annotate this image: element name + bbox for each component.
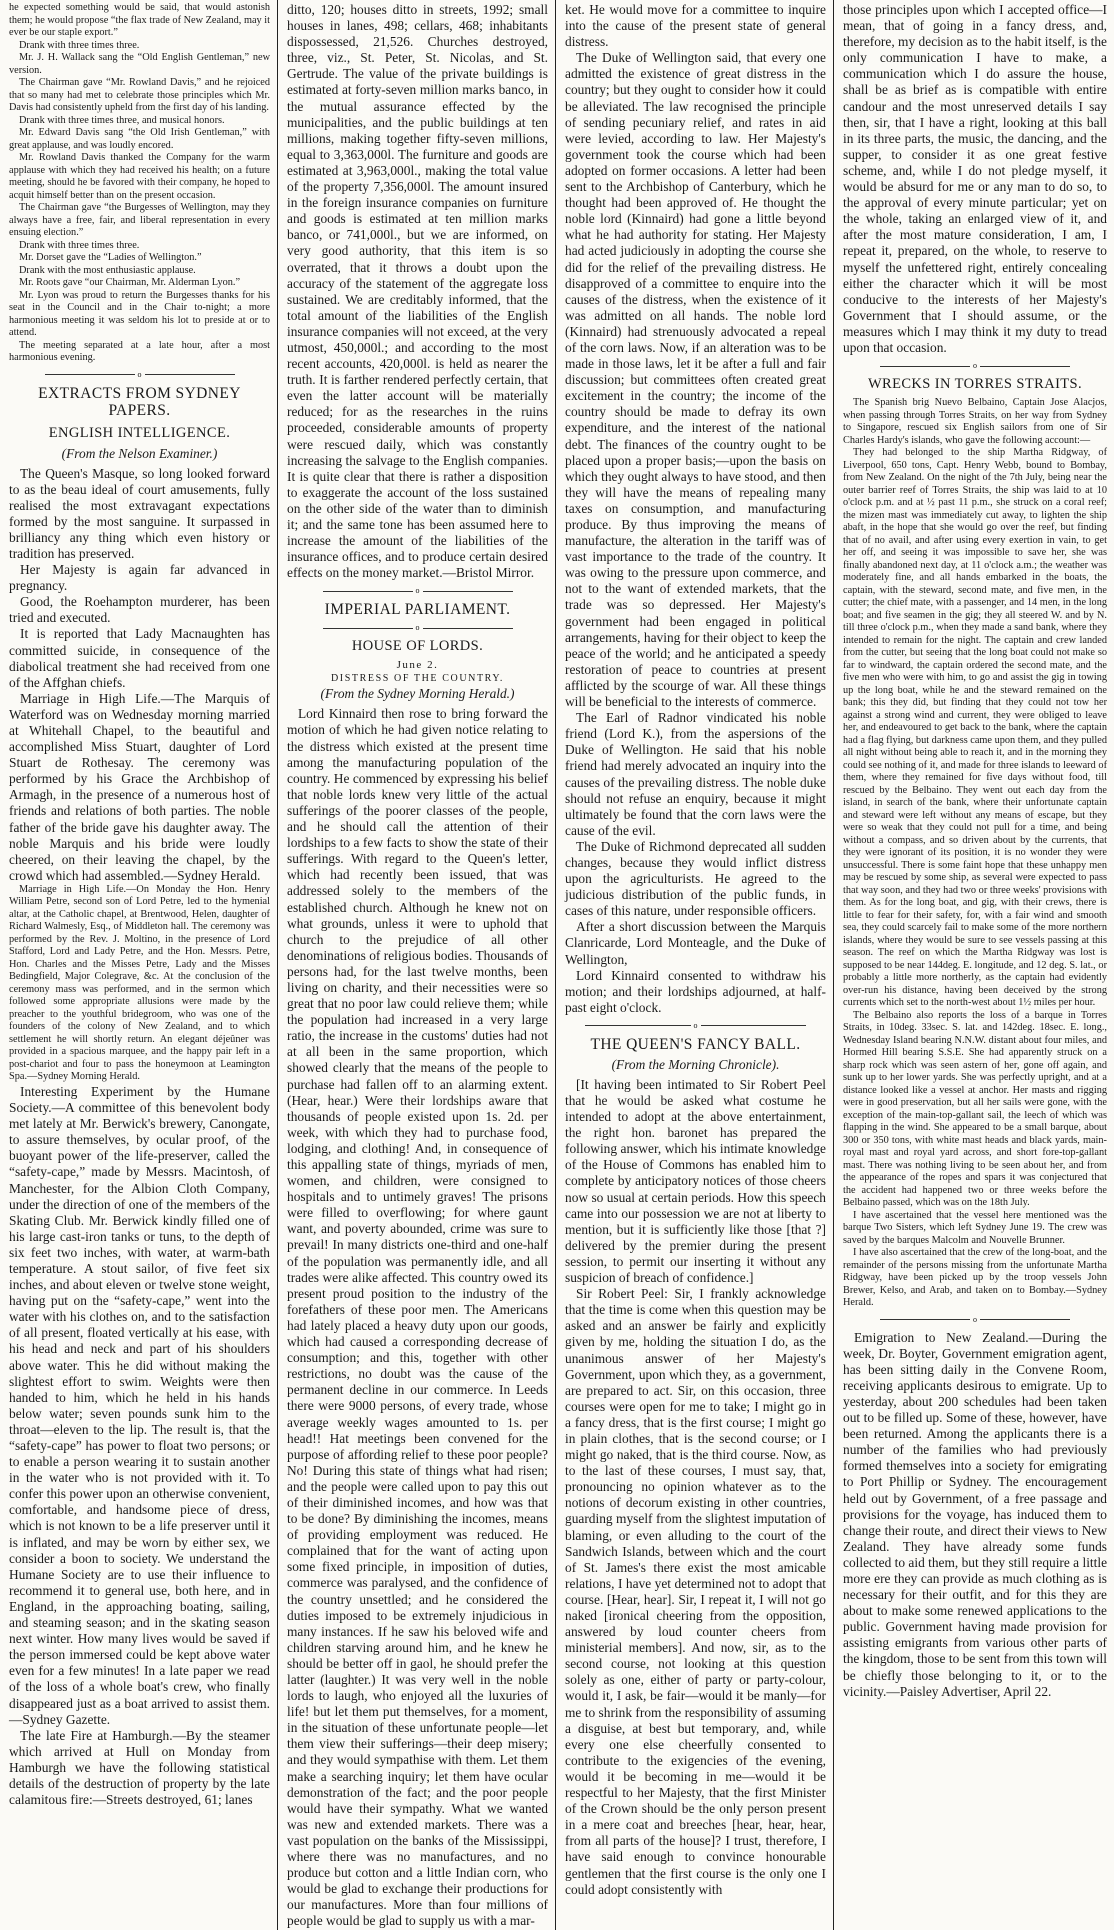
dinner-para: Drank with three times three. [19, 239, 140, 251]
section-rule: o [29, 371, 250, 379]
article-para: ditto, 120; houses ditto in streets, 1992; small houses in lanes, 498; cellars, 468; inhabitants dispossessed, 21,526. Churches destroyed, three, viz., St. Peter, St. Nicolas, and St. Gertrude. The value of the private buildings is estimated at forty-seven million marks banco, in the mutual assurance effected by the municipalities, and the public buildings at ten millions, making together fifty-seven millions, equal to 3,363,000l. The furniture and goods are estimated at 3,963,000l., making the total value of the property 7,356,000l. The amount insured in the foreign insurance companies on furniture and goods is estimated at ten million marks banco, or 741,000l., but we are informed, on very good authority, that this item is so overrated, that it throws a doubt upon the accuracy of the statement of the aggregate loss sustained. We are creditably informed, that the total amount of the liabilities of the English insurance companies will not exceed, at the very utmost, 450,000l.; and according to the most recent accounts, 420,000l. is held as nearer the truth. It is farther rendered perfectly certain, that even the latter account will be materially reduced; for as the researches in the ruins proceeded, considerable amounts of property were rescued daily, which was constantly increasing the salvage to the English companies. It is quite clear that there is rather a disposition to exaggerate the account of the loss sustained on the other side of the water than to diminish it; and the same tone has been assumed here to increase the amount of the liabilities of the insurance offices, and to produce certain desired effects on the money market.—Bristol Mirror. [287, 2, 548, 581]
dinner-para: he expected something would be said, that would astonish them; he would propose “the flax trade of New Zealand, may it ever be our staple export.” [9, 2, 270, 38]
section-heading-wrecks: WRECKS IN TORRES STRAITS. [867, 376, 1083, 393]
article-para: The Queen's Masque, so long looked forward to as the beau ideal of court amusements, fully realised the most extravagant expectations formed by the most sanguine. It surpassed in brilliancy any thing which even history or tradition has preserved. [9, 465, 270, 561]
column-1 [0, 0, 278, 1930]
article-para: those principles upon which I accepted office—I mean, that of going in a fancy dress, and, therefore, my decision as to the habit itself, is the only communication I have to make, a communication which I do assure the house, shall be as brief as is compatible with entire candour and the most unreserved details I say then, sir, that I have a right, looking at this ball in its three parts, the music, the dancing, and the supper, to consider it as one great festive scheme, and, while I do not pledge myself, it would be absurd for me or any man to do so, to the approval of every minute particular; yet on the whole, taking an enlarged view of it, and after the most mature consideration, I am, I repeat it, prepared, on the whole, to reserve to myself the unfettered right, entirely concealing either the character which it will be most conducive to the interests of her Majesty's Government that I should assume, or the measures which I may think it my duty to tread upon that occasion. [843, 2, 1107, 355]
source-line: (From the Sydney Morning Herald.) [320, 686, 515, 702]
column-2 [278, 0, 556, 1930]
article-para-small: I have ascertained that the vessel here mentioned was the barque Two Sisters, which left Sydney June 19. The crew was saved by the barques Malcolm and Nouvelle Brunner. [843, 1209, 1107, 1246]
dinner-para: Mr. Lyon was proud to return the Burgesses thanks for his seat in the Council and in the Chair to-night; a more harmonious meeting it was seldom his lot to preside at or to attend. [9, 289, 270, 338]
section-rule: o [585, 1022, 806, 1030]
section-heading-extracts: EXTRACTS FROM SYDNEY PAPERS. [38, 384, 241, 419]
article-para-small: I have also ascertained that the crew of the long-boat, and the remainder of the persons missing from the unfortunate Martha Ridgway, have been picked up by the troop vessels John Brewer, Kelso, and Arab, and taken on to Bombay.—Sydney Herald. [843, 1247, 1107, 1309]
dinner-para: The Chairman gave “the Burgesses of Wellington, may they always have a free, fair, and liberal representation in every ensuing election.” [9, 202, 270, 238]
article-para: The late Fire at Hamburgh.—By the steamer which arrived at Hull on Monday from Hamburgh we have the following statistical details of the destruction of property by the late calamitous fire:—Streets destroyed, 61; lanes [9, 1727, 270, 1808]
article-para: The Duke of Wellington said, that every one admitted the existence of great distress in the country; but they ought to consider how it could be alleviated. The law recognised the principle of sending pecuniary relief, and rates in aid were levied, according to law. Her Majesty's government took the course which had been adopted on former occasions. A letter had been sent to the Archbishop of Canterbury, which he thought had been approved of. He thought the noble lord (Kinnaird) had gone a little beyond what he had authority for stating. Her Majesty had acted judiciously in adopting the course she did for the relief of the prevailing distress. He disapproved of a committee to enquire into the causes of the distress, when the existence of it was admitted on all hands. The noble lord (Kinnaird) had strenuously advocated a repeal of the corn laws. Now, if an alteration was to be made in those laws, let it be after a full and fair discussion; but committees often created great excitement in the country; the income of the country should be made to defray its own expenditure, and the interest of the national debt. The finances of the country ought to be placed upon a proper basis;—upon the basis on which they ought always to have stood, and then they will have the means of repealing many taxes on consumption, and manufacturing produce. By thus improving the means of manufacture, the alteration in the tariff was of vast importance to the trade of the country. It was owing to the pressure upon commerce, and not to the want of extended markets, that the trade was so depressed. Her Majesty's government had been engaged in political arrangements, having for their object to keep the peace of the world; and he anticipated a speedy restoration of peace to countries at present afflicted by the scourge of war. All these things will be beneficial to the interests of commerce. [565, 50, 826, 710]
article-para: The Earl of Radnor vindicated his noble friend (Lord K.), from the aspersions of the Duke of Wellington. He said that his noble friend had merely advocated an inquiry into the causes of the prevailing distress. The noble duke should not refuse an enquiry, because it might ultimately be found that the corn laws were the cause of the evil. [565, 710, 826, 838]
article-para-small: Marriage in High Life.—On Monday the Hon. Henry William Petre, second son of Lord Petre, led to the hymenial altar, at the Catholic chapel, at Brentwood, Helen, daughter of Richard Walmesly, Esq., of Middleton hall. The ceremony was performed by the Rev. J. Moltino, in the presence of Lord Stafford, Lord and Lady Petre, and the Hon. Messrs. Petre, Hon. Charles and the Misses Petre, Lady and the Misses Bedingfield, Major Colegrave, &c. At the conclusion of the ceremony mass was performed, and in the sermon which followed some appropriate allusions were made by the preacher to the youthful bridegroom, who was one of the founders of the colony of New Zealand, and to which settlement he will shortly return. An elegant déjeûner was provided in a spacious marquee, and the happy pair left in a post-chariot and four to pass the honeymoon at Leamington Spa.—Sydney Morning Herald. [9, 883, 270, 1083]
article-para-small: The Spanish brig Nuevo Belbaino, Captain Jose Alacjos, when passing through Torres Straits, on her way from Sydney to Singapore, rescued six English sailors from one of Sir Charles Hardy's islands, who gave the following account:— [843, 397, 1107, 446]
dinner-para: Drank with the most enthusiastic applause. [19, 264, 196, 276]
date-line: June 2. [396, 659, 439, 672]
section-heading-lords: HOUSE OF LORDS. [351, 638, 484, 655]
section-rule: o [307, 587, 528, 595]
article-para-small: They had belonged to the ship Martha Ridgway, of Liverpool, 650 tons, Capt. Henry Webb, bound to Bombay, from New Zealand. On the night of the 7th July, being near the outer barrier reef of Torres Straits, the ship was laid to at 10 o'clock p.m. and at ½ past 11 p.m., she struck on a coral reef; the mizen mast was immediately cut away, to lighten the ship abaft, in the hope that she would go over the reef, but finding that of no avail, and after using every exertion in vain, to get her off, and seeing it was impossible to save her, she was finally abandoned next day, at 11 o'clock a.m.; the weather was moderately fine, and all hands embarked in the boats, the captain, with the steward, second mate, and five men, in the cutter; the chief mate, with a passenger, and 14 men, in the long boat; and five seamen in the gig; they all steered W. and by N. till three o'clock p.m., when they made a sand bank, where they intended to remain for the night. The captain and crew landed from the cutter, but seeing that the long boat could not make so far to windward, the captain ordered the second mate, and the five men who were with him, to go and assist the gig in towing up the long boat, while he and the steward remained on the bank; this they did, but finding that they could not tow her against a strong wind and current, they were obliged to leave her, and endeavoured to get back to the bank, where the captain had a flag flying, but darkness came upon them, and they pulled all night without being able to reach it, and in the morning they could see nothing of it, and made for three islands to leeward of them, where they remained for five days without food, till rescued by the Belbaino. They went out each day from the island, in search of the bank, where their unfortunate captain and steward were left without any means of escape, but they were so weak that they could not pull for a time, and being without a compass, and so driven about by the currents, that they were ignorant of its position, it is no wonder they were unsuccessful. There is some faint hope that these unhappy men may be rescued by some ship, as several were expected to pass that way soon, and they had two or three weeks' provisions with them. As for the long boat, and gig, with their crews, there is little to fear for their safety, for, with a fair wind and smooth sea, they could scarcely fail to make some of the more northern islands, where they would be sure to see vessels passing at this season. The reef on which the Martha Ridgway was lost is supposed to be near 144deg. E. longitude, and 12 deg. S. lat., or probably a little more northerly, as the captain had evidently over-run his distance, having been deceived by the strong currents which set to the north-west about 1½ miles per hour. [843, 447, 1107, 1009]
section-heading-english: ENGLISH INTELLIGENCE. [48, 424, 231, 441]
article-para: Emigration to New Zealand.—During the week, Dr. Boyter, Government emigration agent, has been sitting daily in the Convene Room, receiving applicants desirous to emigrate. Up to yesterday, about 200 schedules had been taken out to be filled up. Some of these, however, have been returned. Among the applicants there is a number of the families who had previously formed themselves into a society for emigrating to Port Phillip or Sydney. The encouragement held out by Government, of a free passage and provisions for the voyage, has induced them to change their route, and direct their views to New Zealand. They have already some funds collected to aid them, but they still require a little more ere they can provide as much clothing as is necessary for their outfit, and for this they are about to make some renewed applications to the public. Government having made provision for assisting emigrants from various other parts of the kingdom, those to be sent from this town will be chiefly those belonging to it, or to the vicinity.—Paisley Advertiser, April 22. [843, 1329, 1108, 1699]
column-3 [556, 0, 834, 1930]
article-para: Marriage in High Life.—The Marquis of Waterford was on Wednesday morning married at Whitehall Chapel, to the beautiful and accomplished Miss Stuart, daughter of Lord Stuart de Rothesay. The ceremony was performed by his Grace the Archbishop of Armagh, in the presence of a numerous host of friends and relations of both parties. The noble father of the bride gave his daughter away. The noble Marquis and his bride were loudly cheered, on their leaving the chapel, by the crowd which had assembled.—Sydney Herald. [9, 690, 270, 883]
dinner-para: Mr. J. H. Wallack sang the “Old English Gentleman,” new version. [9, 52, 270, 76]
source-line: (From the Nelson Examiner.) [61, 445, 218, 461]
article-para: [It having been intimated to Sir Robert Peel that he would be asked what costume he intended to adopt at the above entertainment, the right hon. baronet has prepared the following answer, which his intimate knowledge of the House of Commons has enabled him to complete by anticipatory notices of those cheers now so usual at certain periods. How this speech came into our possession we are not at liberty to mention, but it is sufficiently like those [that ?] delivered by the premier during the present session, to permit our inserting it without any suspicion of breach of confidence.] [565, 1076, 826, 1286]
dinner-para: The meeting separated at a late hour, after a most harmonious evening. [9, 339, 270, 363]
section-rule: o [863, 1316, 1087, 1324]
article-para: Lord Kinnaird consented to withdraw his motion; and their lordships adjourned, at half-past eight o'clock. [565, 967, 826, 1015]
section-rule: o [863, 362, 1087, 370]
article-para: It is reported that Lady Macnaughten has committed suicide, in consequence of the diabolical treatment she had received from one of the Affghan chiefs. [9, 626, 270, 690]
dinner-para: Mr. Dorset gave the “Ladies of Wellington.” [19, 252, 202, 263]
article-para-small: The Belbaino also reports the loss of a barque in Torres Straits, in 10deg. 33sec. S. lat. and 142deg. 18sec. E. long., Wednesday Island bearing N.N.W. distant about four miles, and Hormed Hill bearing S.S.E. She had apparently struck on a sharp rock which was seen astern of her, gone off again, and sunk up to her lower yards. She was perfectly upright, and at a distance looked like a vessel at anchor. Her masts and rigging were in good preservation, but all her sails were gone, with the exception of the main-top-gallant sail, the leech of which was flapping in the wind. She appeared to be a small barque, about 300 or 350 tons, with white mast heads and black yards, main-royal mast and royal yard across, and short fore-top-gallant mast. There was nothing living to be seen about her, and from the appearance of the ropes and spars it was conjectured that the accident had happened two or three weeks before the Belbaino passed, which was on the 18th July. [843, 1009, 1107, 1209]
article-para: Good, the Roehampton murderer, has been tried and executed. [9, 594, 270, 626]
article-para: ket. He would move for a committee to inquire into the cause of the present state of general distress. [565, 2, 826, 50]
article-para: Her Majesty is again far advanced in pregnancy. [9, 562, 270, 594]
article-para: Lord Kinnaird then rose to bring forward the motion of which he had given notice relating to the distress which existed at the present time among the manufacturing population of the country. He commenced by expressing his belief that noble lords knew very little of the actual sufferings of the poorer classes of the people, and he should call the attention of their lordships to a few facts to show the state of their sufferings. With regard to the Queen's letter, which had recently been issued, that was addressed solely to the members of the established church. Although he knew not on what grounds, unless it were to uphold that church to the prejudice of all other denominations of religious bodies. Thousands of persons had, for the last twelve months, been living on charity, and their necessities were so great that no poor law could relieve them; while the population had increased in a very large ratio, the increase in the customs' duties had not at all been in the same proportion, which showed clearly that the means of the people to purchase had fallen off to an alarming extent. (Hear, hear.) Were their lordships aware that thousands of people existed upon 1s. 2d. per week, with which they had to purchase food, lodging, and clothing! And, in consequence of this appalling state of things, myriads of men, women, and children, were consigned to hospitals and to untimely graves! The prisons were filled to overflowing; for where gaunt want, and poverty abounded, crime was sure to prevail! In many districts one-third and one-half of the population was permanently idle, and all trades were alike affected. This country owed its present proud position to the industry of the forefathers of these poor men. The Americans had lately placed a heavy duty upon our goods, which had caused a corresponding decrease of consumption; and this, together with other restrictions, no doubt was the cause of the permanent decline in our commerce. In Leeds there were 9000 persons, of every trade, whose average weekly wages amounted to 1s. per head!! Hat meetings been convened for the purpose of affording relief to these poor people? No! During this state of things what had risen; and the people were called upon to pay this out of their diminished incomes, and how was that to be done? By diminishing the incomes, means of providing employment was reduced. He complained that for the want of acting upon some fixed principle, in imposition of duties, commerce was paralysed, and the confidence of the country unsettled; and he considered the duties imposed to be extremely injudicious in many instances. If he saw his beloved wife and children starving around him, and he knew he should be better off in gaol, he should prefer the latter (laughter.) It was very well in the noble lords to laugh, who enjoyed all the luxuries of life! but let them put themselves, for a moment, in the situation of these unfortunate people—let them view their sufferings—their deep misery; and they would sympathise with them. Let them make a searching inquiry; let them have ocular demonstration of the fact; and the poor people would have their sympathy. What we wanted was new and extended markets. There was a vast population on the banks of the Mississippi, where there was no manufactures, and no produce but cotton and a little Indian corn, who would be glad to exchange their productions for our manufactures. More than four millions of people would be glad to supply us with a mar- [287, 706, 548, 1929]
article-para: Sir Robert Peel: Sir, I frankly acknowledge that the time is come when this question may be asked and an answer be fairly and explicitly given by me, holding the situation I do, as the unanimous answer of her Majesty's Government, upon which they, as a government, are prepared to act. Sir, on this occasion, three courses were open for me to take; I might go in a fancy dress, that is the first course; I might go in plain clothes, that is the second course; or I might go naked, that is the third course. Now, as to the last of these courses, I must say, that, pronouncing no opinion whatever as to the notions of decorum existing in other countries, guarding myself from the slightest imputation of blaming, or even alluding to the court of the Sandwich Islands, between which and the court of St. James's there exist the most amicable relations, I have yet determined not to adopt that course. [Hear, hear]. Sir, I repeat it, I will not go naked [ironical cheering from the opposition, answered by loud counter cheers from ministerial members]. And now, sir, as to the second course, not looking at this question solely as one, either of party or party-colour, would it, I ask, be fair—would it be manly—for me to shrink from the responsibility of assuming a disguise, at best but temporary, and, while every one else cheerfully consented to contribute to the exigencies of the evening, would it be becoming in me—would it be respectful to her Majesty, that the first Minister of the Crown should be the only person present in a mere coat and breeches [hear, hear, hear, from all parts of the house]? I trust, therefore, I have said enough to convince honourable gentlemen that the first course is the only one I could adopt consistently with [565, 1286, 826, 1897]
article-para: Interesting Experiment by the Humane Society.—A committee of this benevolent body met lately at Mr. Berwick's brewery, Canongate, to assure themselves, by ocular proof, of the buoyant power of the life-preserver, called the “safety-cape,” made by Messrs. Macintosh, of Manchester, for the Albion Cloth Company, under the direction of one of the members of the Skating Club. Mr. Berwick kindly filled one of his large cast-iron tanks or tuns, to the depth of six feet two inches, with water, at warm-bath temperature. A stout sailor, of five feet six inches, and about eleven or twelve stone weight, having put on the “safety-cape,” went into the water with his clothes on, and to the satisfaction of all present, floated vertically at his ease, with his head and neck and part of his shoulders above water. This he did without making the slightest effort to swim. Weights were then handed to him, which he held in his hands below water; seven pounds sunk him to the throat—eleven to the lip. The result is, that the “safety-cape” has power to float two persons; or to enable a person wearing it to sustain another in the water who is not provided with it. To confer this power upon an otherwise convenient, comfortable, and handsome piece of dress, which is not known to be a life preserver until it is inflated, and may be worn by either sex, we consider a boon to society. We understand the Humane Society are to use their influence to recommend it to general use, both here, and in England, in the approaching boating, sailing, and steaming season; and in the skating season next winter. How many lives would be saved if the person immersed could be kept above water even for a few minutes! In a late paper we read of the loss of a whole boat's crew, who finally disappeared just as a boat arrived to assist them.—Sydney Gazette. [9, 1083, 270, 1727]
source-line: (From the Morning Chronicle). [611, 1056, 780, 1072]
dinner-para: Drank with three times three, and musical honors. [19, 114, 225, 126]
article-para: The Duke of Richmond deprecated all sudden changes, because they would inflict distress upon the agriculturists. He agreed to the judicious distribution of the public funds, in cases of this nature, under responsible officers. [565, 838, 826, 919]
dinner-para: Mr. Edward Davis sang “the Old Irish Gentleman,” with great applause, and was loudly encored. [9, 127, 270, 151]
subheading-distress: DISTRESS OF THE COUNTRY. [330, 673, 505, 685]
article-para: After a short discussion between the Marquis Clanricarde, Lord Monteagle, and the Duke of Wellington, [565, 919, 826, 967]
dinner-para: The Chairman gave “Mr. Rowland Davis,” and he rejoiced that so many had met to celebrate those principles which Mr. Davis had consistently upheld from the first day of his landing. [9, 77, 270, 113]
dinner-para: Drank with three times three. [19, 39, 140, 51]
section-rule: o [307, 624, 528, 632]
section-heading-ball: THE QUEEN'S FANCY BALL. [590, 1035, 801, 1053]
dinner-para: Mr. Rowland Davis thanked the Company for the warm applause with which they had received his health; on a future meeting, should he be favored with their company, he hoped to acquit himself better than on the present occasion. [9, 152, 270, 201]
dinner-para: Mr. Roots gave “our Chairman, Mr. Alderman Lyon.” [19, 277, 241, 288]
section-heading-parliament: IMPERIAL PARLIAMENT. [324, 601, 511, 619]
column-4 [834, 0, 1114, 1930]
